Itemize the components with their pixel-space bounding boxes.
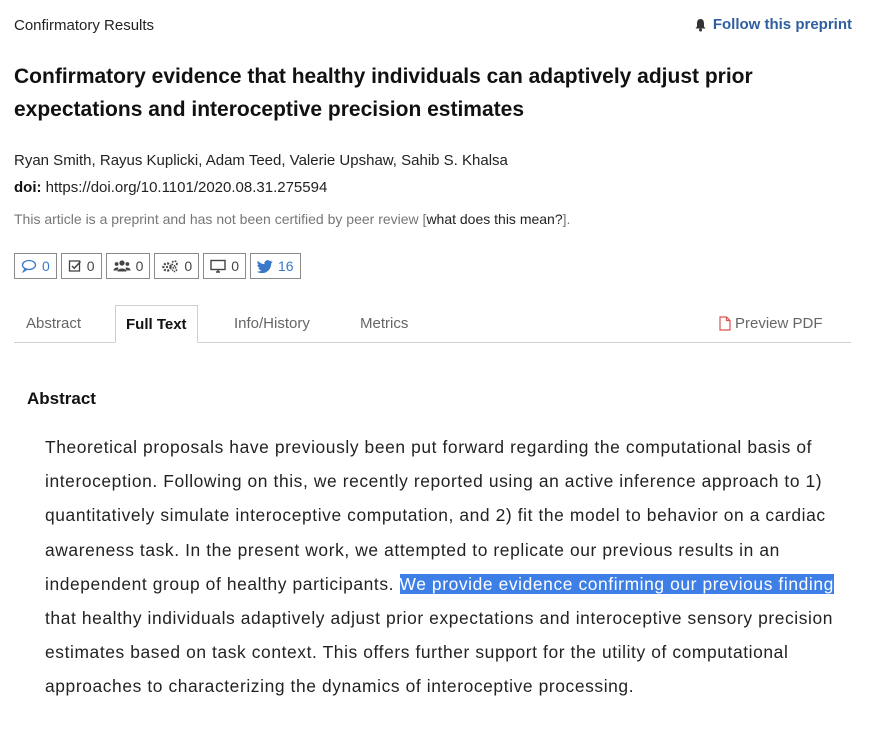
tab-full-text[interactable]: Full Text — [115, 305, 198, 343]
twitter-count: 16 — [277, 258, 294, 274]
twitter-icon — [257, 260, 273, 273]
pdf-file-icon — [719, 316, 731, 331]
media-count: 0 — [231, 258, 239, 274]
article-title: Confirmatory evidence that healthy individuals can adaptively adjust prior expectations and interoceptive precision estimates — [14, 65, 753, 121]
preprint-disclaimer — [14, 211, 570, 227]
doi-value[interactable]: https://doi.org/10.1101/2020.08.31.275594 — [45, 179, 328, 196]
monitor-icon — [210, 259, 226, 273]
comments-metric[interactable] — [14, 253, 57, 279]
preprint-note-text: This article is a preprint and has not been certified by peer review [ — [14, 211, 427, 227]
tab-abstract[interactable]: Abstract — [26, 315, 82, 332]
abstract-text-before: Theoretical proposals have previously been put forward regarding the computational basis of interoception. Following on this, we recently reported using an active inference approach to 1) quantitatively simulate interoceptive computation, and 2) fit the model to behavior on a cardiac awareness task. In the present work, we attempted to replicate our previous results in an independent group of healthy participants. — [45, 437, 826, 594]
checkbox-icon — [68, 259, 82, 273]
community-count: 0 — [135, 258, 144, 274]
doi-label: doi: — [14, 179, 42, 196]
abstract-text-after: that healthy individuals adaptively adjust prior expectations and interoceptive sensory precision estimates based on task context. This offers further support for the utility of computational approaches to characterizing the dynamics of interoceptive processing. — [45, 608, 834, 697]
comments-count: 0 — [42, 258, 50, 274]
abstract-text — [45, 430, 835, 704]
article-category: Confirmatory Results — [14, 17, 155, 34]
follow-label: Follow this preprint — [712, 16, 852, 33]
selected-text: We provide evidence confirming our previous finding — [399, 573, 834, 594]
gears-icon — [161, 259, 179, 273]
comment-icon — [21, 259, 37, 273]
preprint-note-end: ]. — [562, 211, 571, 227]
twitter-metric[interactable] — [250, 253, 301, 279]
tab-metrics[interactable]: Metrics — [360, 315, 409, 332]
community-metric[interactable] — [106, 253, 151, 279]
tab-info-history[interactable]: Info/History — [234, 315, 310, 332]
automated-count: 0 — [184, 258, 193, 274]
abstract-heading: Abstract — [27, 389, 96, 408]
author-list: Ryan Smith, Rayus Kuplicki, Adam Teed, Valerie Upshaw, Sahib S. Khalsa — [14, 152, 508, 169]
reviews-metric[interactable] — [61, 253, 102, 279]
preview-pdf-link[interactable] — [719, 305, 823, 342]
what-does-this-mean-link[interactable]: what does this mean? — [426, 211, 563, 227]
reviews-count: 0 — [86, 258, 95, 274]
media-metric[interactable] — [203, 253, 246, 279]
users-icon — [113, 259, 131, 273]
automated-metric[interactable] — [154, 253, 199, 279]
article-tabs — [14, 305, 851, 343]
follow-preprint-link[interactable] — [694, 16, 852, 33]
bell-icon — [694, 18, 707, 32]
doi-line — [14, 179, 327, 196]
article-header — [14, 17, 852, 37]
metrics-bar — [14, 253, 301, 279]
preview-pdf-label: Preview PDF — [735, 315, 823, 332]
